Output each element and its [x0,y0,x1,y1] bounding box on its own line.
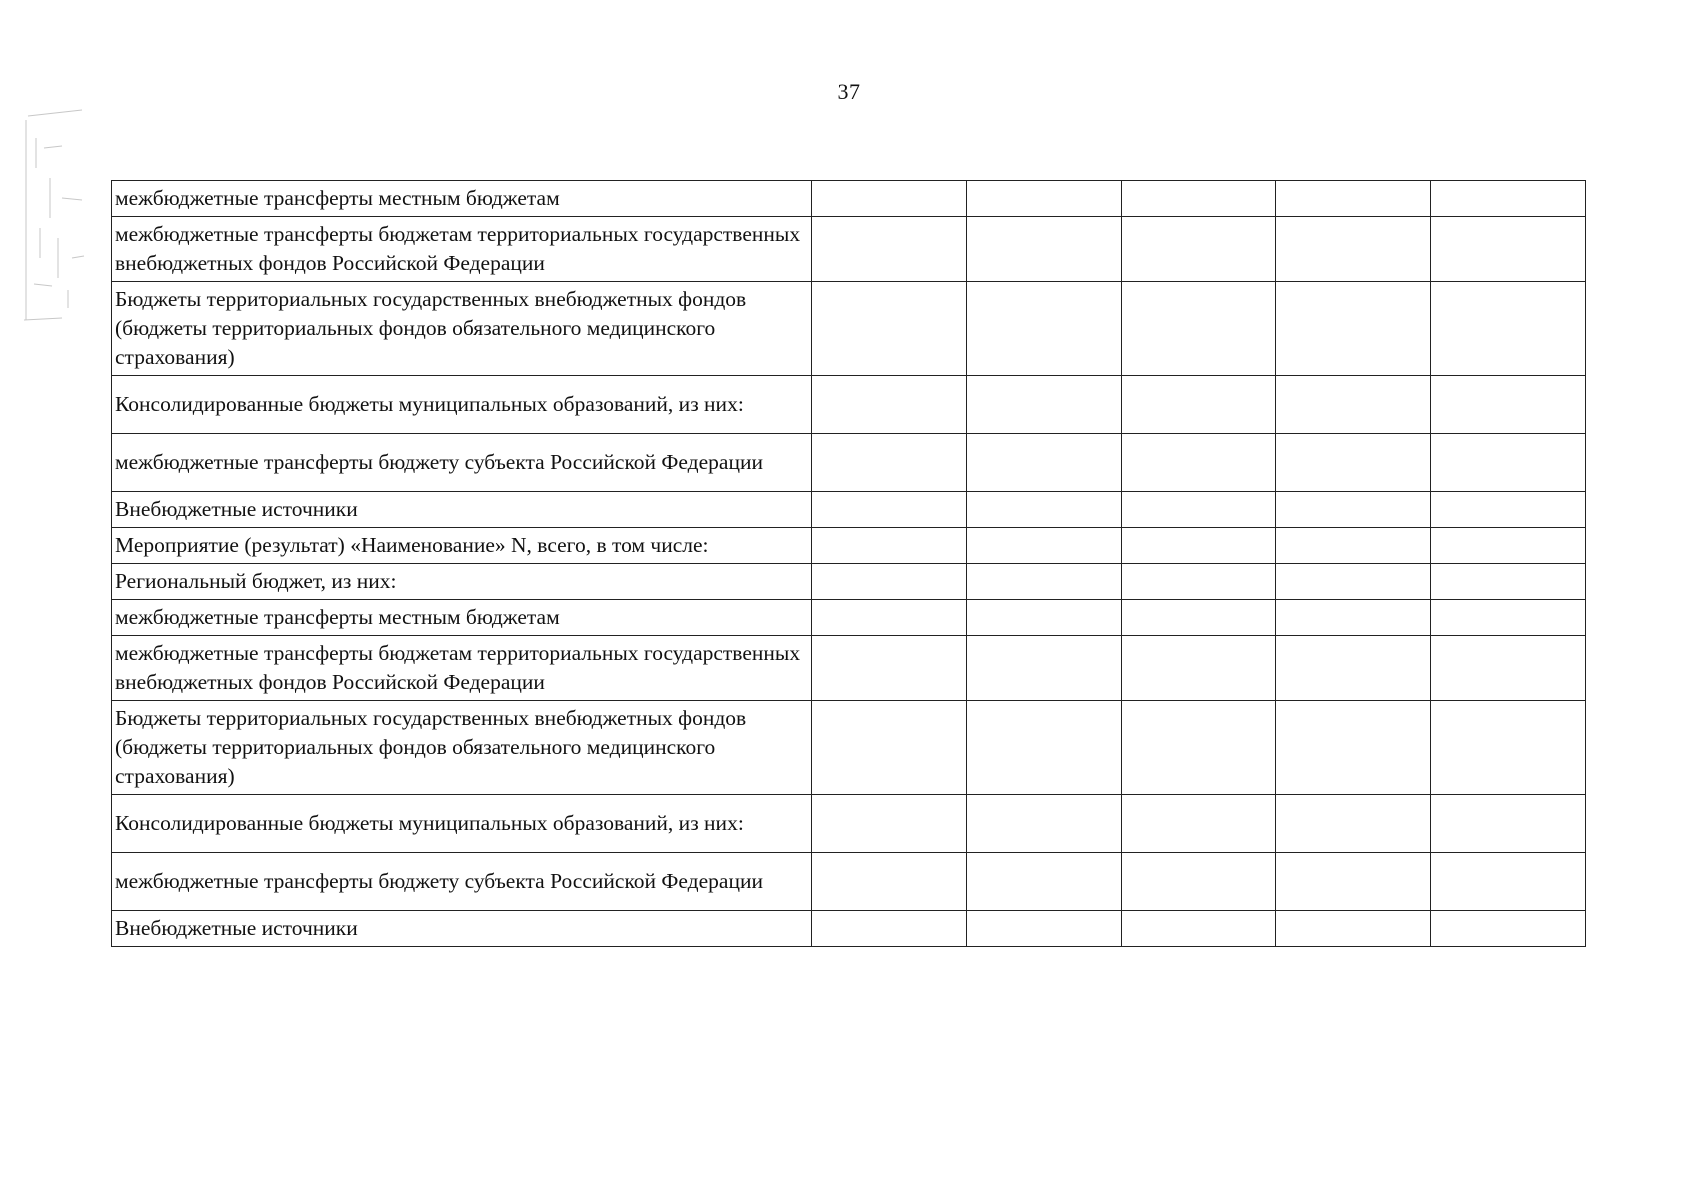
value-cell [1276,911,1431,947]
value-cell [1431,181,1586,217]
row-label-cell: Консолидированные бюджеты муниципальных образований, из них: [112,795,812,853]
value-cell [812,795,967,853]
table-row [112,217,1586,282]
value-cell [1276,853,1431,911]
value-cell [1431,564,1586,600]
value-cell [1276,282,1431,376]
row-label-cell: Внебюджетные источники [112,492,812,528]
value-cell [1431,600,1586,636]
value-cell [812,701,967,795]
value-cell [966,282,1121,376]
value-cell [1121,701,1276,795]
value-cell [1431,282,1586,376]
row-label-cell: Мероприятие (результат) «Наименование» N, всего, в том числе: [112,528,812,564]
value-cell [1276,636,1431,701]
value-cell [1276,434,1431,492]
row-label-cell: межбюджетные трансферты бюджету субъекта Российской Федерации [112,853,812,911]
table-row [112,282,1586,376]
row-label-cell: межбюджетные трансферты бюджетам территориальных государственных внебюджетных фондов Российской Федерации [112,217,812,282]
value-cell [1121,434,1276,492]
row-label-cell: Консолидированные бюджеты муниципальных образований, из них: [112,376,812,434]
table-row [112,600,1586,636]
value-cell [812,636,967,701]
value-cell [1276,217,1431,282]
value-cell [966,600,1121,636]
table-row [112,528,1586,564]
value-cell [1276,492,1431,528]
value-cell [1121,795,1276,853]
value-cell [966,181,1121,217]
value-cell [966,528,1121,564]
value-cell [1276,701,1431,795]
table-row [112,636,1586,701]
value-cell [966,911,1121,947]
value-cell [1431,528,1586,564]
value-cell [1121,282,1276,376]
value-cell [812,911,967,947]
table-row [112,911,1586,947]
value-cell [812,282,967,376]
value-cell [1431,217,1586,282]
value-cell [1121,636,1276,701]
table-row [112,795,1586,853]
row-label-cell: Региональный бюджет, из них: [112,564,812,600]
value-cell [812,853,967,911]
value-cell [1121,181,1276,217]
value-cell [812,528,967,564]
row-label-cell: межбюджетные трансферты местным бюджетам [112,600,812,636]
value-cell [812,600,967,636]
table-row [112,853,1586,911]
value-cell [1276,795,1431,853]
value-cell [1121,376,1276,434]
table-row [112,492,1586,528]
value-cell [812,434,967,492]
value-cell [1121,911,1276,947]
value-cell [1121,492,1276,528]
value-cell [1431,636,1586,701]
value-cell [966,434,1121,492]
value-cell [1431,911,1586,947]
value-cell [812,376,967,434]
table-row [112,434,1586,492]
value-cell [1276,564,1431,600]
table-row [112,564,1586,600]
value-cell [966,636,1121,701]
value-cell [966,701,1121,795]
value-cell [1276,376,1431,434]
value-cell [812,181,967,217]
table-row [112,701,1586,795]
value-cell [1431,853,1586,911]
value-cell [966,853,1121,911]
row-label-cell: Бюджеты территориальных государственных внебюджетных фондов (бюджеты территориальных фондов обязательного медицинского страхования) [112,701,812,795]
value-cell [966,217,1121,282]
value-cell [1121,600,1276,636]
page-number: 37 [837,79,861,104]
budget-table [111,180,1586,947]
value-cell [1276,600,1431,636]
value-cell [1121,217,1276,282]
row-label-cell: Бюджеты территориальных государственных внебюджетных фондов (бюджеты территориальных фондов обязательного медицинского страхования) [112,282,812,376]
value-cell [1121,528,1276,564]
value-cell [966,492,1121,528]
value-cell [1431,701,1586,795]
value-cell [1276,528,1431,564]
value-cell [1431,492,1586,528]
value-cell [1121,853,1276,911]
value-cell [1276,181,1431,217]
table-row [112,376,1586,434]
value-cell [812,564,967,600]
scan-artifact-mark [22,108,90,323]
value-cell [1431,376,1586,434]
table-body [112,181,1586,947]
value-cell [966,376,1121,434]
value-cell [1431,795,1586,853]
value-cell [966,795,1121,853]
value-cell [812,492,967,528]
row-label-cell: Внебюджетные источники [112,911,812,947]
value-cell [1431,434,1586,492]
row-label-cell: межбюджетные трансферты бюджетам территориальных государственных внебюджетных фондов Российской Федерации [112,636,812,701]
row-label-cell: межбюджетные трансферты бюджету субъекта Российской Федерации [112,434,812,492]
value-cell [812,217,967,282]
value-cell [966,564,1121,600]
table-row [112,181,1586,217]
value-cell [1121,564,1276,600]
row-label-cell: межбюджетные трансферты местным бюджетам [112,181,812,217]
